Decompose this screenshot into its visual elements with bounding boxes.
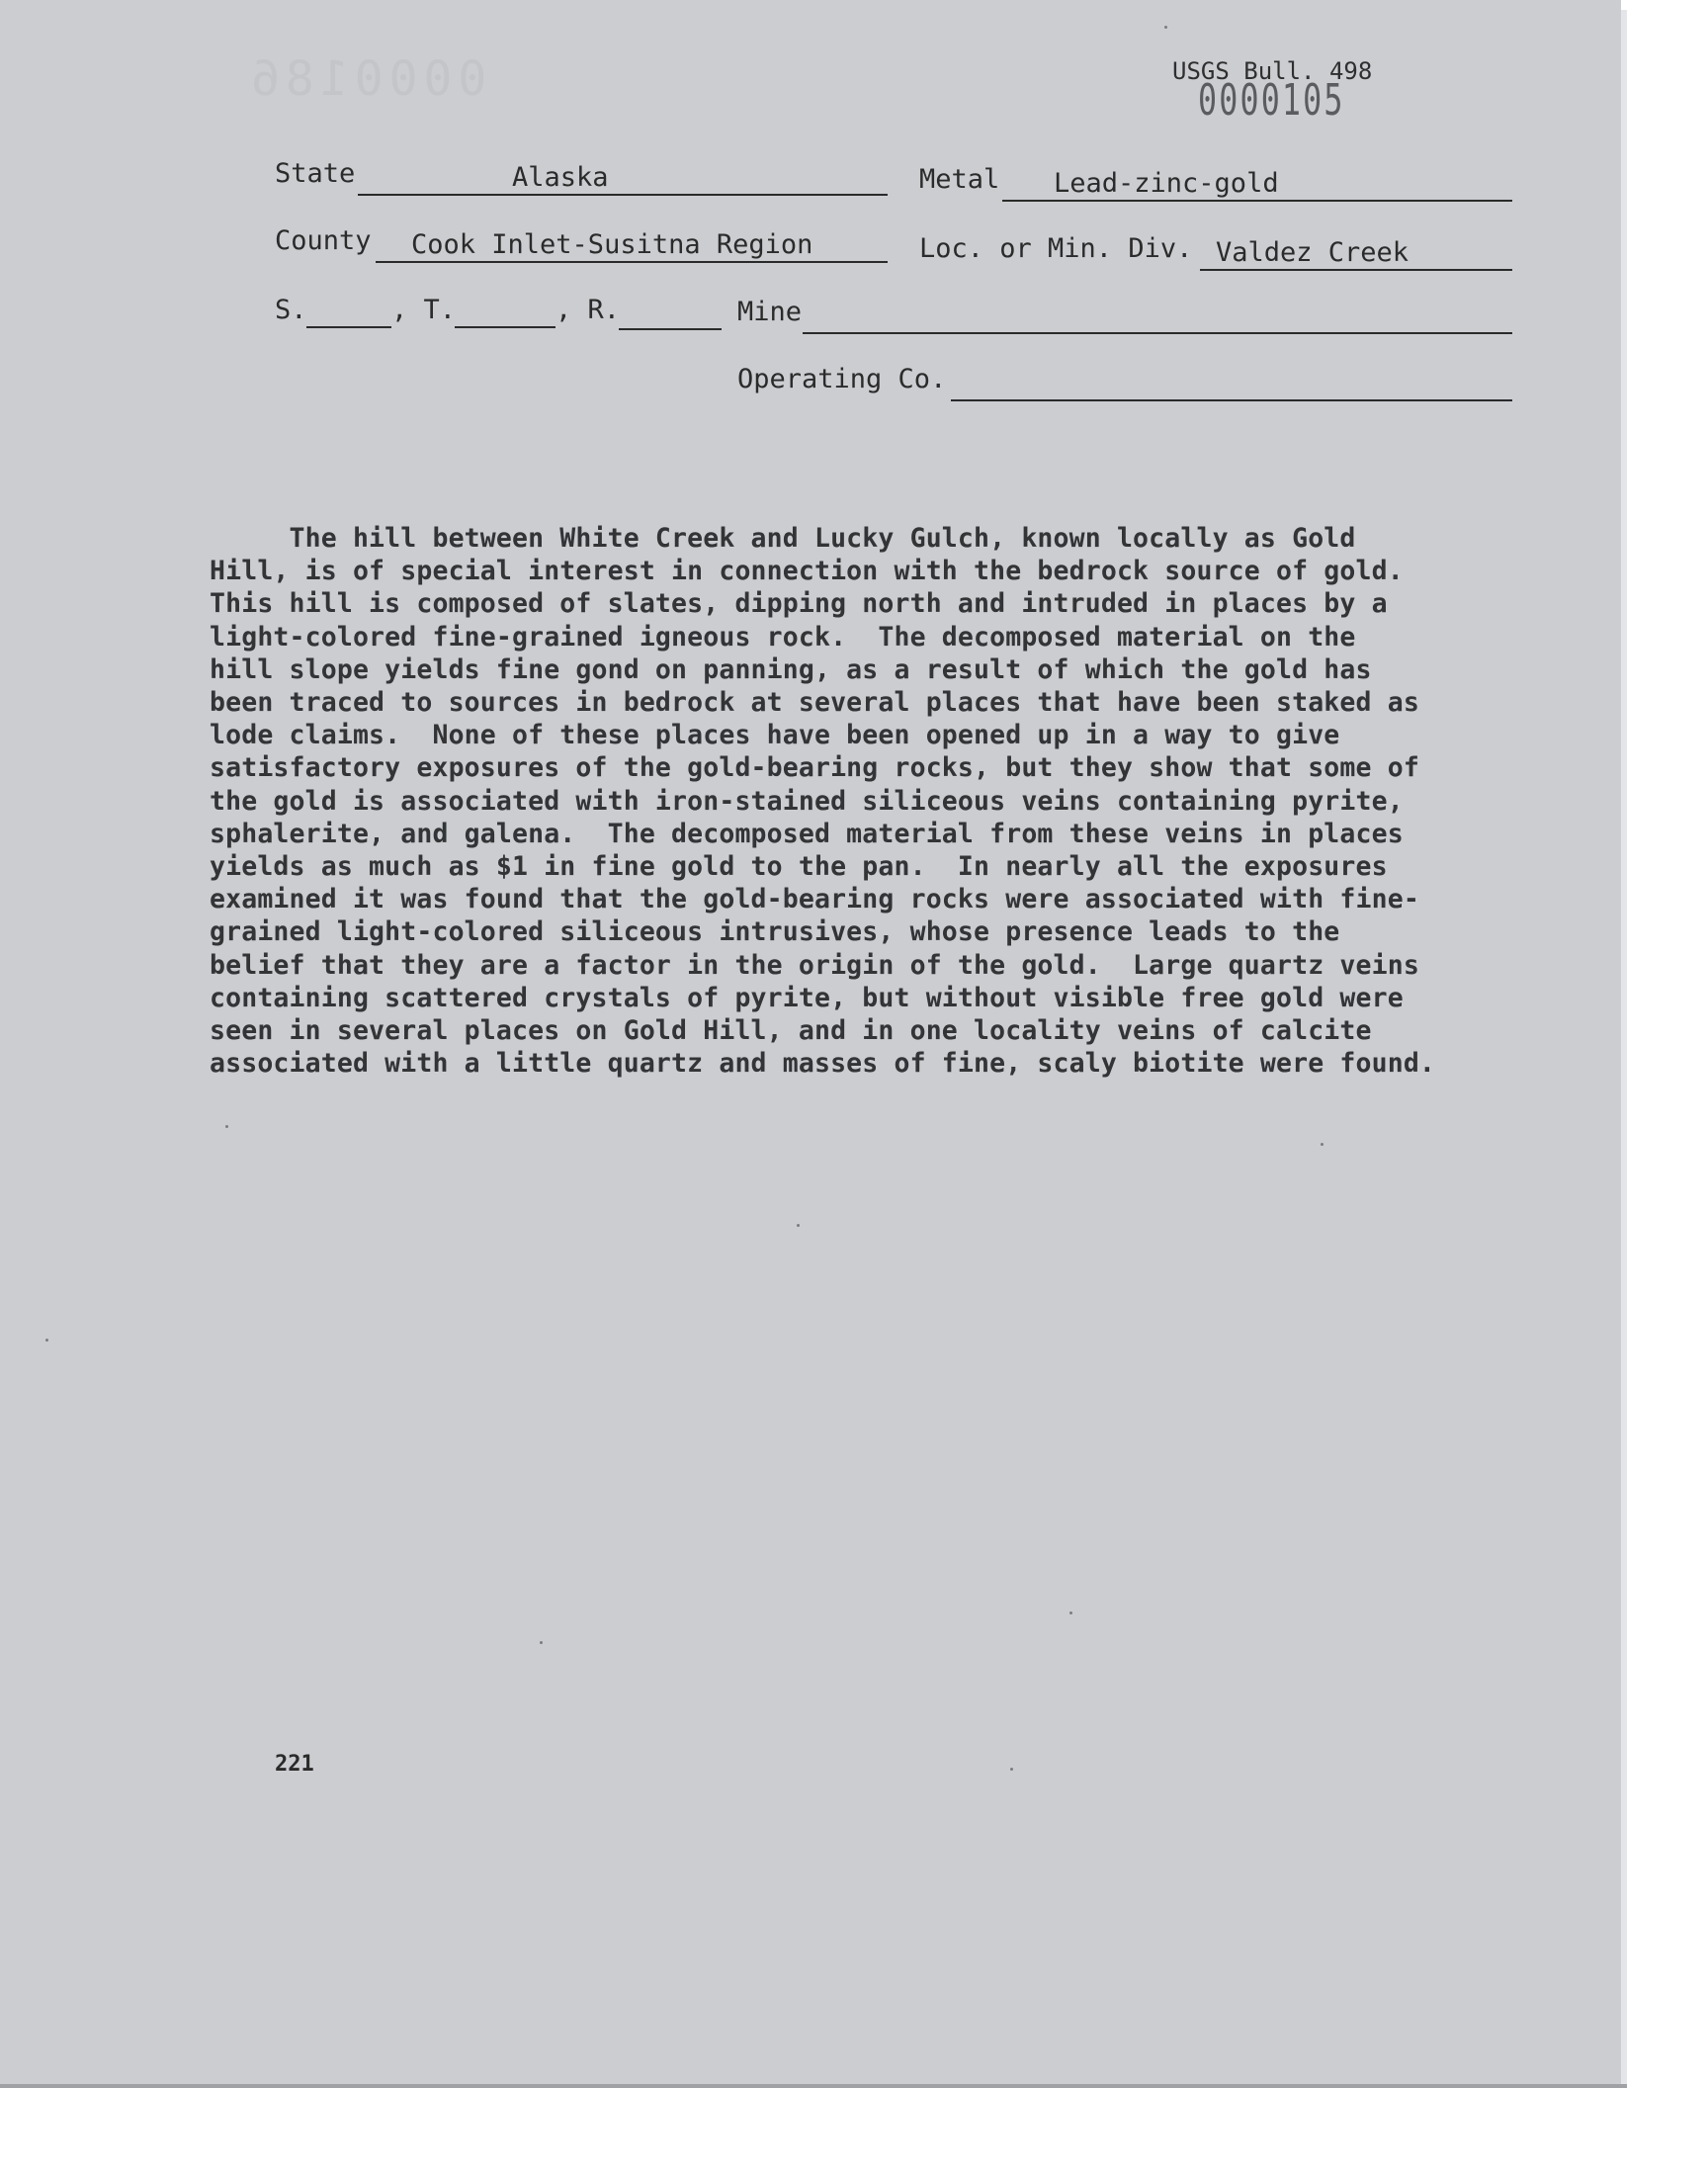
scan-speck <box>45 1339 48 1342</box>
page-number: 221 <box>275 1752 314 1777</box>
metal-underline <box>1002 200 1512 202</box>
township-label: , T. <box>391 295 457 325</box>
scan-speck <box>540 1641 543 1644</box>
state-underline <box>358 194 888 196</box>
scan-speck <box>1069 1611 1072 1614</box>
mine-underline <box>803 332 1512 334</box>
state-label: State <box>275 158 356 189</box>
operating-company-label: Operating Co. <box>737 364 947 394</box>
scan-speck <box>1321 1143 1324 1146</box>
bleed-through-number: 0000186 <box>245 51 487 107</box>
reference-citation: USGS Bull. 498 <box>1172 57 1373 85</box>
state-value: Alaska <box>512 162 609 193</box>
locality-underline <box>1200 269 1512 271</box>
stamp-number: 0000105 <box>1198 75 1345 126</box>
operating-company-underline <box>951 399 1512 401</box>
locality-value: Valdez Creek <box>1216 237 1409 268</box>
metal-label: Metal <box>919 164 1000 195</box>
range-underline <box>619 328 722 330</box>
section-label: S. <box>275 295 307 325</box>
page-edge-shadow <box>1621 10 1627 2086</box>
description-paragraph: The hill between White Creek and Lucky Gulch, known locally as Gold Hill, is of special interest in connection with the bedrock source of gold. This hill is composed of slates, dipping north and intruded in places by a light-colored fine-grained igneous rock. The decomposed material on the hill slope yields fine gond on panning, as a result of which the gold has been traced to sources in bedrock at several places that have been staked as lode claims. None of these places have been opened up in a way to give satisfactory exposures of the gold-bearing rocks, but they show that some of the gold is associated with iron-stained siliceous veins containing pyrite, sphalerite, and galena. The decomposed material from these veins in places yields as much as $1 in fine gold to the pan. In nearly all the exposures examined it was found that the gold-bearing rocks were associated with fine- grained light-colored siliceous intrusives, whose presence leads to the belief that they are a factor in the origin of the gold. Large quartz veins containing scattered crystals of pyrite, but without visible free gold were seen in several places on Gold Hill, and in one locality veins of calcite associated with a little quartz and masses of fine, scaly biotite were found. <box>210 523 1436 1080</box>
scan-bottom-edge <box>0 2084 1627 2088</box>
range-label: , R. <box>555 295 621 325</box>
mine-label: Mine <box>737 297 803 327</box>
metal-value: Lead-zinc-gold <box>1054 168 1279 199</box>
section-underline <box>306 326 391 328</box>
county-label: County <box>275 225 372 256</box>
scan-speck <box>1164 26 1167 29</box>
scan-speck <box>225 1125 228 1128</box>
scan-speck <box>797 1224 800 1227</box>
scan-speck <box>1010 1768 1013 1771</box>
locality-label: Loc. or Min. Div. <box>919 233 1193 264</box>
township-underline <box>455 326 555 328</box>
county-underline <box>376 261 888 263</box>
county-value: Cook Inlet-Susitna Region <box>411 229 813 260</box>
